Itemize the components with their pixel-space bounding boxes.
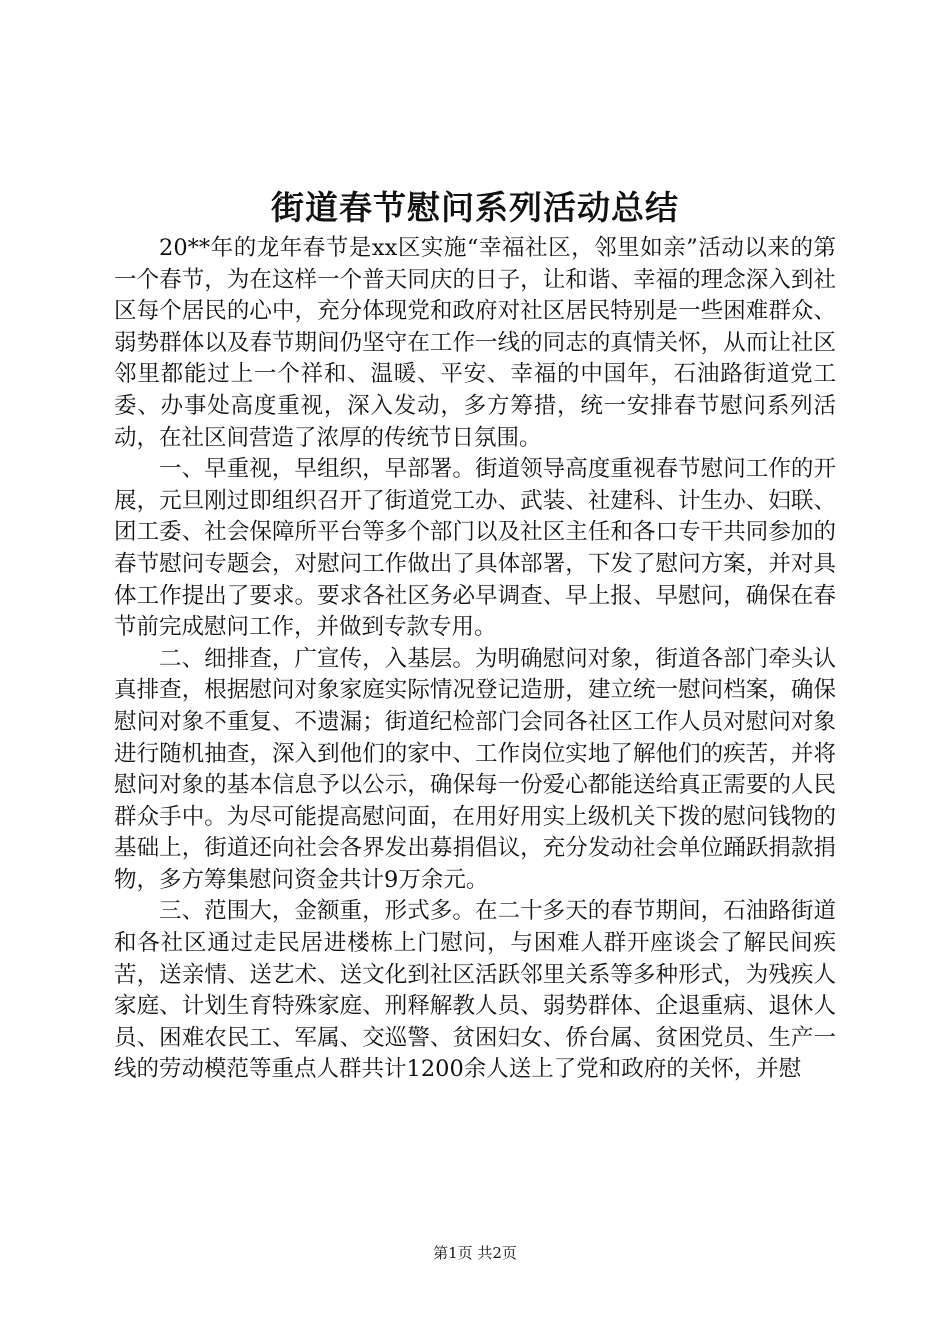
page-footer: 第1页 共2页 <box>433 1244 517 1262</box>
paragraph-intro: 20**年的龙年春节是xx区实施“幸福社区，邻里如亲”活动以来的第一个春节，为在这样一个普天同庆的日子，让和谐、幸福的理念深入到社区每个居民的心中，充分体现党和政府对社区居民特别是一些困难群众、弱势群体以及春节期间仍坚守在工作一线的同志的真情关怀，从而让社区邻里都能过上一个祥和、温暖、平安、幸福的中国年，石油路街道党工委、办事处高度重视，深入发动，多方筹措，统一安排春节慰问系列活动，在社区间营造了浓厚的传统节日氛围。 <box>114 235 836 451</box>
paragraph-section-2: 二、细排查，广宣传，入基层。为明确慰问对象，街道各部门牵头认真排查，根据慰问对象家庭实际情况登记造册，建立统一慰问档案，确保慰问对象不重复、不遗漏；街道纪检部门会同各社区工作人员对慰问对象进行随机抽查，深入到他们的家中、工作岗位实地了解他们的疾苦，并将慰问对象的基本信息予以公示，确保每一份爱心都能送给真正需要的人民群众手中。为尽可能提高慰问面，在用好用实上级机关下拨的慰问钱物的基础上，街道还向社会各界发出募捐倡议，充分发动社会单位踊跃捐款捐物，多方筹集慰问资金共计9万余元。 <box>114 645 836 893</box>
document-body <box>114 233 836 1086</box>
paragraph-section-3: 三、范围大，金额重，形式多。在二十多天的春节期间，石油路街道和各社区通过走民居进楼栋上门慰问，与困难人群开座谈会了解民间疾苦，送亲情、送艺术、送文化到社区活跃邻里关系等多种形式，为残疾人家庭、计划生育特殊家庭、刑释解教人员、弱势群体、企退重病、退休人员、困难农民工、军属、交巡警、贫困妇女、侨台属、贫困党员、生产一线的劳动模范等重点人群共计1200余人送上了党和政府的关怀，并慰 <box>114 898 836 1083</box>
document-title: 街道春节慰问系列活动总结 <box>271 188 679 227</box>
paragraph-section-1: 一、早重视，早组织，早部署。街道领导高度重视春节慰问工作的开展，元旦刚过即组织召开了街道党工办、武装、社建科、计生办、妇联、团工委、社会保障所平台等多个部门以及社区主任和各口专干共同参加的春节慰问专题会，对慰问工作做出了具体部署，下发了慰问方案，并对具体工作提出了要求。要求各社区务必早调查、早上报、早慰问，确保在春节前完成慰问工作，并做到专款专用。 <box>114 456 836 641</box>
